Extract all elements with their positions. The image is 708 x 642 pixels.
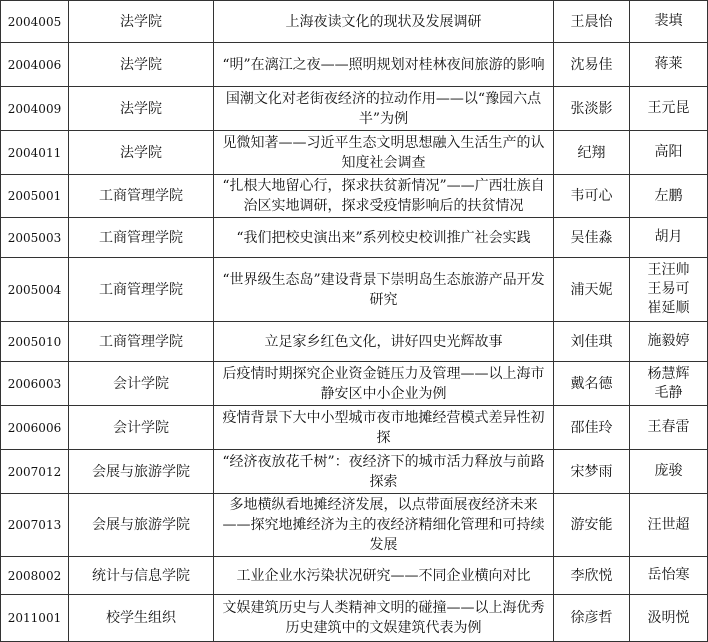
leader-cell: 李欣悦 — [554, 557, 630, 595]
advisor-cell — [630, 258, 708, 322]
leader-cell: 沈易佳 — [554, 43, 630, 87]
advisor-cell — [630, 595, 708, 642]
advisor-name: 汪世超 — [647, 516, 690, 533]
department-cell: 法学院 — [69, 43, 214, 87]
table-row — [1, 218, 708, 258]
table-row — [1, 557, 708, 595]
advisor-name: 庞骏 — [654, 463, 683, 479]
department-cell: 工商管理学院 — [69, 322, 214, 362]
leader-cell: 戴名德 — [554, 362, 630, 406]
department-cell: 会展与旅游学院 — [69, 450, 214, 494]
project-title-cell: 见微知著——习近平生态文明思想融入生活生产的认知度社会调查 — [214, 131, 554, 175]
leader-cell: 吴佳淼 — [554, 218, 630, 258]
advisor-name: 岳怡寒 — [647, 567, 690, 583]
department-cell: 工商管理学院 — [69, 218, 214, 258]
project-title-cell: 后疫情时期探究企业资金链压力及管理——以上海市静安区中小企业为例 — [214, 362, 554, 406]
project-title-cell: “世界级生态岛”建设背景下崇明岛生态旅游产品开发研究 — [214, 258, 554, 322]
leader-cell: 邵佳玲 — [554, 406, 630, 450]
advisor-name: 毛静 — [654, 384, 683, 401]
advisor-cell — [630, 494, 708, 557]
project-id-cell: 2007013 — [1, 494, 69, 557]
leader-cell: 游安能 — [554, 494, 630, 557]
leader-cell: 宋梦雨 — [554, 450, 630, 494]
department-cell: 校学生组织 — [69, 595, 214, 642]
department-cell: 工商管理学院 — [69, 258, 214, 322]
advisor-cell — [630, 450, 708, 494]
table-row — [1, 43, 708, 87]
project-id-cell: 2004011 — [1, 131, 69, 175]
advisor-cell — [630, 175, 708, 218]
advisor-name: 杨慧辉 — [647, 365, 690, 382]
project-id-cell: 2008002 — [1, 557, 69, 595]
advisor-cell — [630, 218, 708, 258]
project-id-cell: 2004005 — [1, 1, 69, 43]
advisor-name: 王元昆 — [647, 100, 690, 116]
project-title-cell: “经济夜放花千树”：夜经济下的城市活力释放与前路探索 — [214, 450, 554, 494]
advisor-cell — [630, 87, 708, 131]
leader-cell: 张淡影 — [554, 87, 630, 131]
department-cell: 会计学院 — [69, 406, 214, 450]
table-row — [1, 87, 708, 131]
advisor-name: 王汪帅 — [647, 262, 690, 278]
project-title-cell: 多地横纵看地摊经济发展，以点带面展夜经济未来——探究地摊经济为主的夜经济精细化管理和可持续发展 — [214, 494, 554, 557]
project-title-cell: “扎根大地留心行，探求扶贫新情况”——广西壮族自治区实地调研，探求受疫情影响后的扶贫情况 — [214, 175, 554, 218]
project-id-cell: 2006003 — [1, 362, 69, 406]
table-row — [1, 131, 708, 175]
table-row — [1, 450, 708, 494]
advisor-cell — [630, 362, 708, 406]
advisor-name: 汲明悦 — [647, 609, 690, 626]
table-row — [1, 595, 708, 642]
project-title-cell: “我们把校史演出来”系列校史校训推广社会实践 — [214, 218, 554, 258]
advisor-cell — [630, 1, 708, 43]
project-id-cell: 2006006 — [1, 406, 69, 450]
leader-cell: 王晨怡 — [554, 1, 630, 43]
advisor-cell — [630, 322, 708, 362]
project-id-cell: 2007012 — [1, 450, 69, 494]
advisor-name: 王易可 — [647, 281, 690, 297]
leader-cell: 韦可心 — [554, 175, 630, 218]
table-row — [1, 406, 708, 450]
table-row — [1, 258, 708, 322]
table-row — [1, 322, 708, 362]
project-id-cell: 2004006 — [1, 43, 69, 87]
leader-cell: 刘佳琪 — [554, 322, 630, 362]
project-title-cell: 工业企业水污染状况研究——不同企业横向对比 — [214, 557, 554, 595]
advisor-cell — [630, 43, 708, 87]
advisor-name: 施毅婷 — [647, 333, 690, 349]
table-row — [1, 175, 708, 218]
advisor-name: 左鹏 — [654, 187, 683, 204]
project-id-cell: 2004009 — [1, 87, 69, 131]
table-row — [1, 1, 708, 43]
leader-cell: 纪翔 — [554, 131, 630, 175]
department-cell: 法学院 — [69, 131, 214, 175]
advisor-cell — [630, 406, 708, 450]
department-cell: 法学院 — [69, 1, 214, 43]
advisor-name: 王春雷 — [647, 419, 690, 435]
department-cell: 法学院 — [69, 87, 214, 131]
project-id-cell: 2005004 — [1, 258, 69, 322]
advisor-name: 裴填 — [654, 13, 683, 29]
advisor-cell — [630, 131, 708, 175]
table-row — [1, 362, 708, 406]
project-id-cell: 2005010 — [1, 322, 69, 362]
advisor-name: 蒋莱 — [654, 56, 683, 72]
project-id-cell: 2005003 — [1, 218, 69, 258]
advisor-name: 胡月 — [654, 229, 683, 245]
advisor-name: 崔延顺 — [647, 300, 690, 316]
department-cell: 会计学院 — [69, 362, 214, 406]
department-cell: 统计与信息学院 — [69, 557, 214, 595]
table-row — [1, 494, 708, 557]
department-cell: 工商管理学院 — [69, 175, 214, 218]
project-title-cell: 上海夜读文化的现状及发展调研 — [214, 1, 554, 43]
project-title-cell: “明”在漓江之夜——照明规划对桂林夜间旅游的影响 — [214, 43, 554, 87]
project-title-cell: 国潮文化对老街夜经济的拉动作用——以“豫园六点半”为例 — [214, 87, 554, 131]
project-title-cell: 疫情背景下大中小型城市夜市地摊经营模式差异性初探 — [214, 406, 554, 450]
project-title-cell: 文娱建筑历史与人类精神文明的碰撞——以上海优秀历史建筑中的文娱建筑代表为例 — [214, 595, 554, 642]
table-body — [1, 1, 708, 642]
leader-cell: 浦天妮 — [554, 258, 630, 322]
advisor-cell — [630, 557, 708, 595]
project-id-cell: 2011001 — [1, 595, 69, 642]
project-id-cell: 2005001 — [1, 175, 69, 218]
department-cell: 会展与旅游学院 — [69, 494, 214, 557]
project-title-cell: 立足家乡红色文化，讲好四史光辉故事 — [214, 322, 554, 362]
advisor-name: 高阳 — [654, 144, 683, 160]
leader-cell: 徐彦哲 — [554, 595, 630, 642]
